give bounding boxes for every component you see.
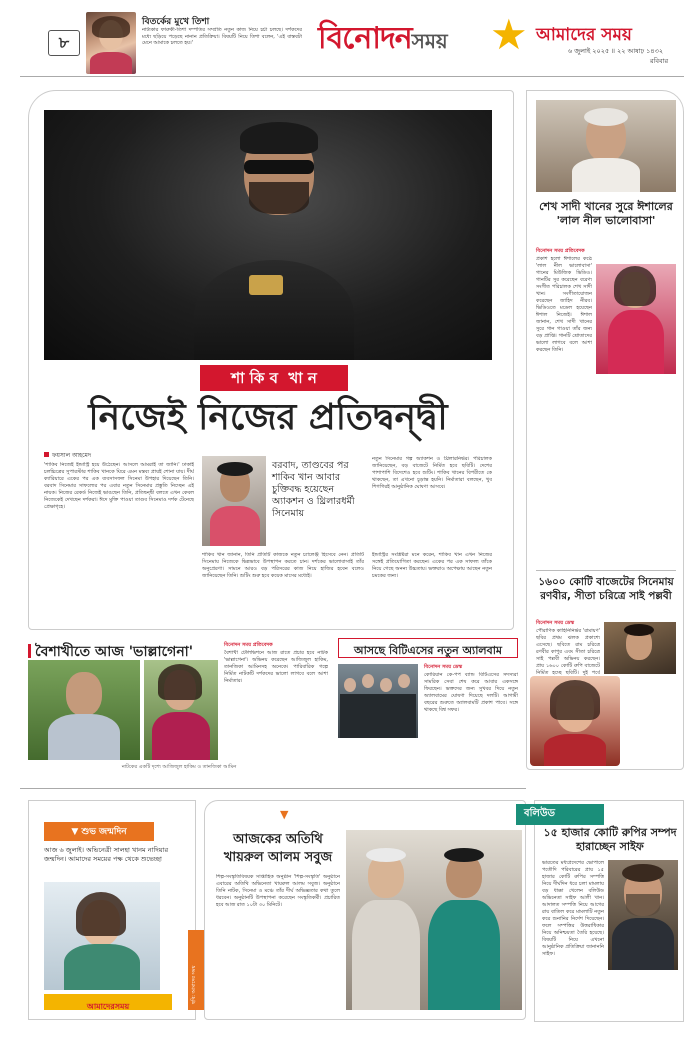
brand-star-icon: ★ — [490, 10, 528, 59]
teaser-photo — [86, 12, 136, 74]
birthday-tag — [44, 822, 154, 841]
bollywood-body: ভারতের মধ্যপ্রদেশের ভোপালে পতৌদি পরিবারের প্রায় ১৫ হাজার কোটি রুপির সম্পত্তি নিয়ে দীর্ঘদিন ধরে চলা মামলায় বড় ধাক্কা খেলেন বলিউড অভিনেতা সাইফ আলী খান। আদালত সম্পত্তি নিয়ে আগের রায় বাতিল করে মামলাটি নতুন করে শুনানির নির্দেশ দিয়েছেন। ফলে সম্পত্তির উত্তরাধিকার নিয়ে অনিশ্চয়তা তৈরি হয়েছে। বিষয়টি নিয়ে এখনো আনুষ্ঠানিক প্রতিক্রিয়া জানাননি সাইফ। — [542, 860, 604, 957]
lead-nameplate: শা কি ব খা ন — [200, 365, 348, 391]
teaser-title: বিতর্কের মুখে তিশা — [142, 17, 210, 27]
sai-story-dateline: বিনোদন সময় ডেস্ক — [536, 620, 575, 626]
section-logo-main: বিনোদন — [318, 21, 412, 56]
baishakhi-dateline: বিনোদন সময় প্রতিবেদক — [224, 642, 273, 648]
lead-body-col3b: ইন্ডাস্ট্রির সংশ্লিষ্টরা মনে করেন, শাকিব খান এখন নিজের সঙ্গেই প্রতিযোগিতা করছেন। একের পর এক সাফল্য তাঁকে নিয়ে গেছে অনন্য উচ্চতায়। ভক্তরাও অপেক্ষায় আছেন নতুন চমকের জন্য। — [372, 552, 492, 579]
masthead-date: ৬ জুলাই ২০২৫ ॥ ২২ আষাঢ় ১৪৩২ — [568, 47, 664, 55]
bts-headline: আসছে বিটিএসের নতুন অ্যালবাম — [353, 644, 503, 657]
bts-dateline: বিনোদন সময় ডেস্ক — [424, 664, 463, 670]
birthday-text: আজ ৬ জুলাই। অভিনেত্রী সালহা খানম নাদিয়ার জন্মদিন। আমাদের সময়ের পক্ষ থেকে শুভেচ্ছা — [44, 846, 169, 863]
bts-body-2 — [338, 742, 518, 776]
ranbir-photo — [604, 622, 676, 674]
birthday-brand: আমাদেরসময় — [86, 1002, 130, 1011]
bollywood-headline: ১৫ হাজার কোটি রুপির সম্পদ হারাচ্ছেন সাইফ — [543, 826, 677, 853]
ishal-photo — [596, 264, 676, 374]
byline-text: ফয়সাল আহমেদ — [52, 452, 92, 459]
bollywood-tag: বলিউড — [516, 804, 604, 825]
lead-headline: নিজেই নিজের প্রতিদ্বন্দ্বী — [88, 397, 448, 438]
guest-side-label — [188, 930, 204, 1010]
section-logo — [318, 14, 478, 72]
guest-photo — [346, 830, 522, 1010]
lead-inset-photo — [202, 456, 266, 546]
guest-kicker: আজকের অতিথি — [233, 832, 323, 847]
saif-photo — [608, 860, 678, 970]
lead-body-col3a: নতুন সিনেমার গল্প অ্যাকশন ও থ্রিলারনির্ভর। পরিচালক জানিয়েছেন, বড় বাজেটে নির্মিত হবে ছবিটি। দেশের পাশাপাশি বিদেশেও হবে শুটিং। শাকিব খানের বিপরীতে কে থাকছেন, তা এখনো চূড়ান্ত হয়নি। নির্মাতারা বলছেন, খুব শিগগিরই আনুষ্ঠানিক ঘোষণা আসবে। — [372, 456, 492, 490]
sai-pallavi-photo — [530, 676, 620, 766]
bollywood-body-2 — [542, 976, 678, 1018]
lead-body-col2: শাকিব খান জানান, তিনি প্রতিটি কাজকে নতুন চ্যালেঞ্জ হিসেবে নেন। প্রতিটি সিনেমায় নিজেকে ভিন্নভাবে উপস্থাপন করতে চান। দর্শকের ভালোবাসাই তাঁর অনুপ্রেরণা। সামনে আরও বড় পরিসরের কাজ নিয়ে হাজির হবেন বলেও জানিয়েছেন তিনি। শুটিং শুরু হবে কয়েক মাসের মধ্যেই। — [202, 552, 364, 579]
baishakhi-photo-1 — [28, 660, 140, 760]
right-story-dateline: বিনোদন সময় প্রতিবেদক — [536, 248, 585, 254]
page-number-box: ৮ — [48, 30, 80, 56]
guest-ribbon-icon: ▼ — [280, 808, 289, 821]
sheikh-sadi-photo — [536, 100, 676, 192]
right-story-body-2 — [596, 380, 676, 566]
guest-name: খায়রুল আলম সবুজ — [223, 850, 333, 865]
guest-body: শিল্প-সংস্কৃতিবিষয়ক সাপ্তাহিক অনুষ্ঠান 'শিল্প-সংস্কৃতি' অনুষ্ঠানে এবারের অতিথি অভিনেতা খায়রুল আলম সবুজ। অনুষ্ঠানে তিনি নাটক, সিনেমা ও মঞ্চে তাঁর দীর্ঘ অভিজ্ঞতার কথা তুলে ধরবেন। অনুষ্ঠানটি উপস্থাপনা করেছেন সংস্কৃতিকর্মী। প্রচারিত হবে আজ রাত ১০টা ৩০ মিনিটে। — [216, 874, 340, 908]
byline-marker-icon — [44, 452, 49, 457]
baishakhi-headline-text: বৈশাখীতে আজ 'ভাল্লাগেনা' — [35, 644, 194, 660]
baishakhi-photo-2 — [144, 660, 218, 760]
right-story-body: প্রকাশ হলো ঈশালের কণ্ঠে 'লাল নীল ভালোবাসা' গানের মিউজিক ভিডিও। গানটির সুর করেছেন বরেণ্য সংগীত পরিচালক শেখ সাদী খান। সংগীতায়োজন করেছেন জাহিদ নীরব। ভিডিওতে মডেল হয়েছেন ঈশাল নিজেই। ঈশাল জানান, শেখ সাদী খানের সুরে গান গাওয়া তাঁর জন্য বড় প্রাপ্তি। গানটি শ্রোতাদের ভালো লাগবে বলে আশা করছেন তিনি। — [536, 256, 592, 353]
brand-logo: আমাদের সময় — [536, 25, 632, 45]
masthead-rule — [20, 76, 684, 77]
bts-headline-box — [338, 638, 518, 658]
nadia-photo — [44, 882, 160, 990]
right-divider — [536, 570, 676, 571]
lead-pullquote: বরবাদ, তাণ্ডবের পর শাকিব খান আবার চুক্তিবদ্ধ হয়েছেন অ্যাকশন ও থ্রিলারধর্মী সিনেমায় — [272, 460, 355, 519]
lead-byline — [44, 450, 91, 461]
teaser-text: নাট্যকার ফারুকী-তিশা দম্পতির সম্প্রতি নতুন কাজ নিয়ে চর্চা চলছে। দর্শকদের মধ্যে ছড়িয়ে পড়েছে নানান প্রতিক্রিয়া। বিষয়টি নিয়ে তিশা বলেন, 'এই বাস্তবটা মেনে আমাকে চলতে হয়।' — [142, 27, 302, 46]
sai-story-body-2 — [624, 680, 678, 764]
masthead-day: রবিবার — [650, 57, 669, 65]
middle-bottom-rule — [20, 788, 526, 789]
baishakhi-caption: নাটকের একটি দৃশ্যে আজিজুল হাকিম ও তানজিকা আমিন — [121, 764, 237, 770]
bts-body: কোরিয়ান কে-পপ ব্যান্ড বিটিএসের সদস্যরা সামরিক সেবা শেষ করে আবার একসঙ্গে ফিরছেন। ভক্তদের জন্য সুখবর দিয়ে নতুন অ্যালবামের ঘোষণা দিয়েছে দলটি। আগামী বছরের শুরুতে অ্যালবামটি প্রকাশ পাবে। সঙ্গে থাকছে বিশ্ব সফর। — [424, 672, 518, 713]
sai-story-body: পৌরাণিক কাহিনিনির্ভর 'রামায়ণ' ছবির প্রথম ঝলক প্রকাশ্যে এসেছে। ছবিতে রাম চরিত্রে রণবীর কাপুর এবং সীতা চরিত্রে সাই পল্লবী অভিনয় করছেন। প্রায় ১৬০০ কোটি রুপি বাজেটে নির্মিত হচ্ছে ছবিটি। দুই পর্বে — [536, 628, 600, 676]
sai-story-headline: ১৬০০ কোটি বাজেটের সিনেমায় রণবীর, সীতা চরিত্রে সাই পল্লবী — [538, 576, 674, 602]
birthday-tag-text: শুভ জন্মদিন — [81, 827, 127, 837]
baishakhi-body: বৈশাখী টেলিভিশনে আজ রাতে প্রচার হবে নাটক 'ভাল্লাগেনা'। অভিনয় করেছেন আজিজুল হাকিম, তানজিকা আমিনসহ অনেকে। পারিবারিক গল্পে নির্মিত নাটকটি দর্শকদের ভালো লাগবে বলে আশা নির্মাতার। — [224, 650, 328, 684]
lead-photo — [44, 110, 492, 360]
baishakhi-marker-icon — [28, 644, 31, 658]
lead-body-col1: 'শাকিব নিজেই ইন্ডাস্ট্রি হয়ে উঠেছেন। আসলে আমরাই তা জানি।' ঢাকাই চলচ্চিত্রের সুপারস্টার শাকিব খানকে ঘিরে এমন মন্তব্য প্রায়ই শোনা যায়। দীর্ঘ ক্যারিয়ারে একের পর এক ব্যবসাসফল সিনেমা উপহার দিয়েছেন তিনি। বরবাদ সিনেমার সাফল্যের পর এবার নতুন সিনেমার প্রস্তুতি নিচ্ছেন এই নায়ক। নিজের রেকর্ড নিজেই ভাঙছেন তিনি, প্রতিদ্বন্দ্বী বলতে এখন কেবল নিজেকেই দেখছেন দর্শকরা। ঈদে মুক্তি পাওয়া তাণ্ডব সিনেমাও দর্শক টেনেছে প্রেক্ষাগৃহে। — [44, 462, 194, 510]
heart-icon: ▼ — [71, 827, 82, 837]
birthday-brand-bar — [44, 994, 172, 1010]
section-logo-suffix: সময় — [411, 29, 448, 53]
guest-side-label-text: ছবি: আমাদের সময় — [191, 965, 197, 1004]
right-story-headline: শেখ সাদী খানের সুরে ঈশালের 'লাল নীল ভালোবাসা' — [539, 200, 673, 227]
bts-photo — [338, 664, 418, 738]
